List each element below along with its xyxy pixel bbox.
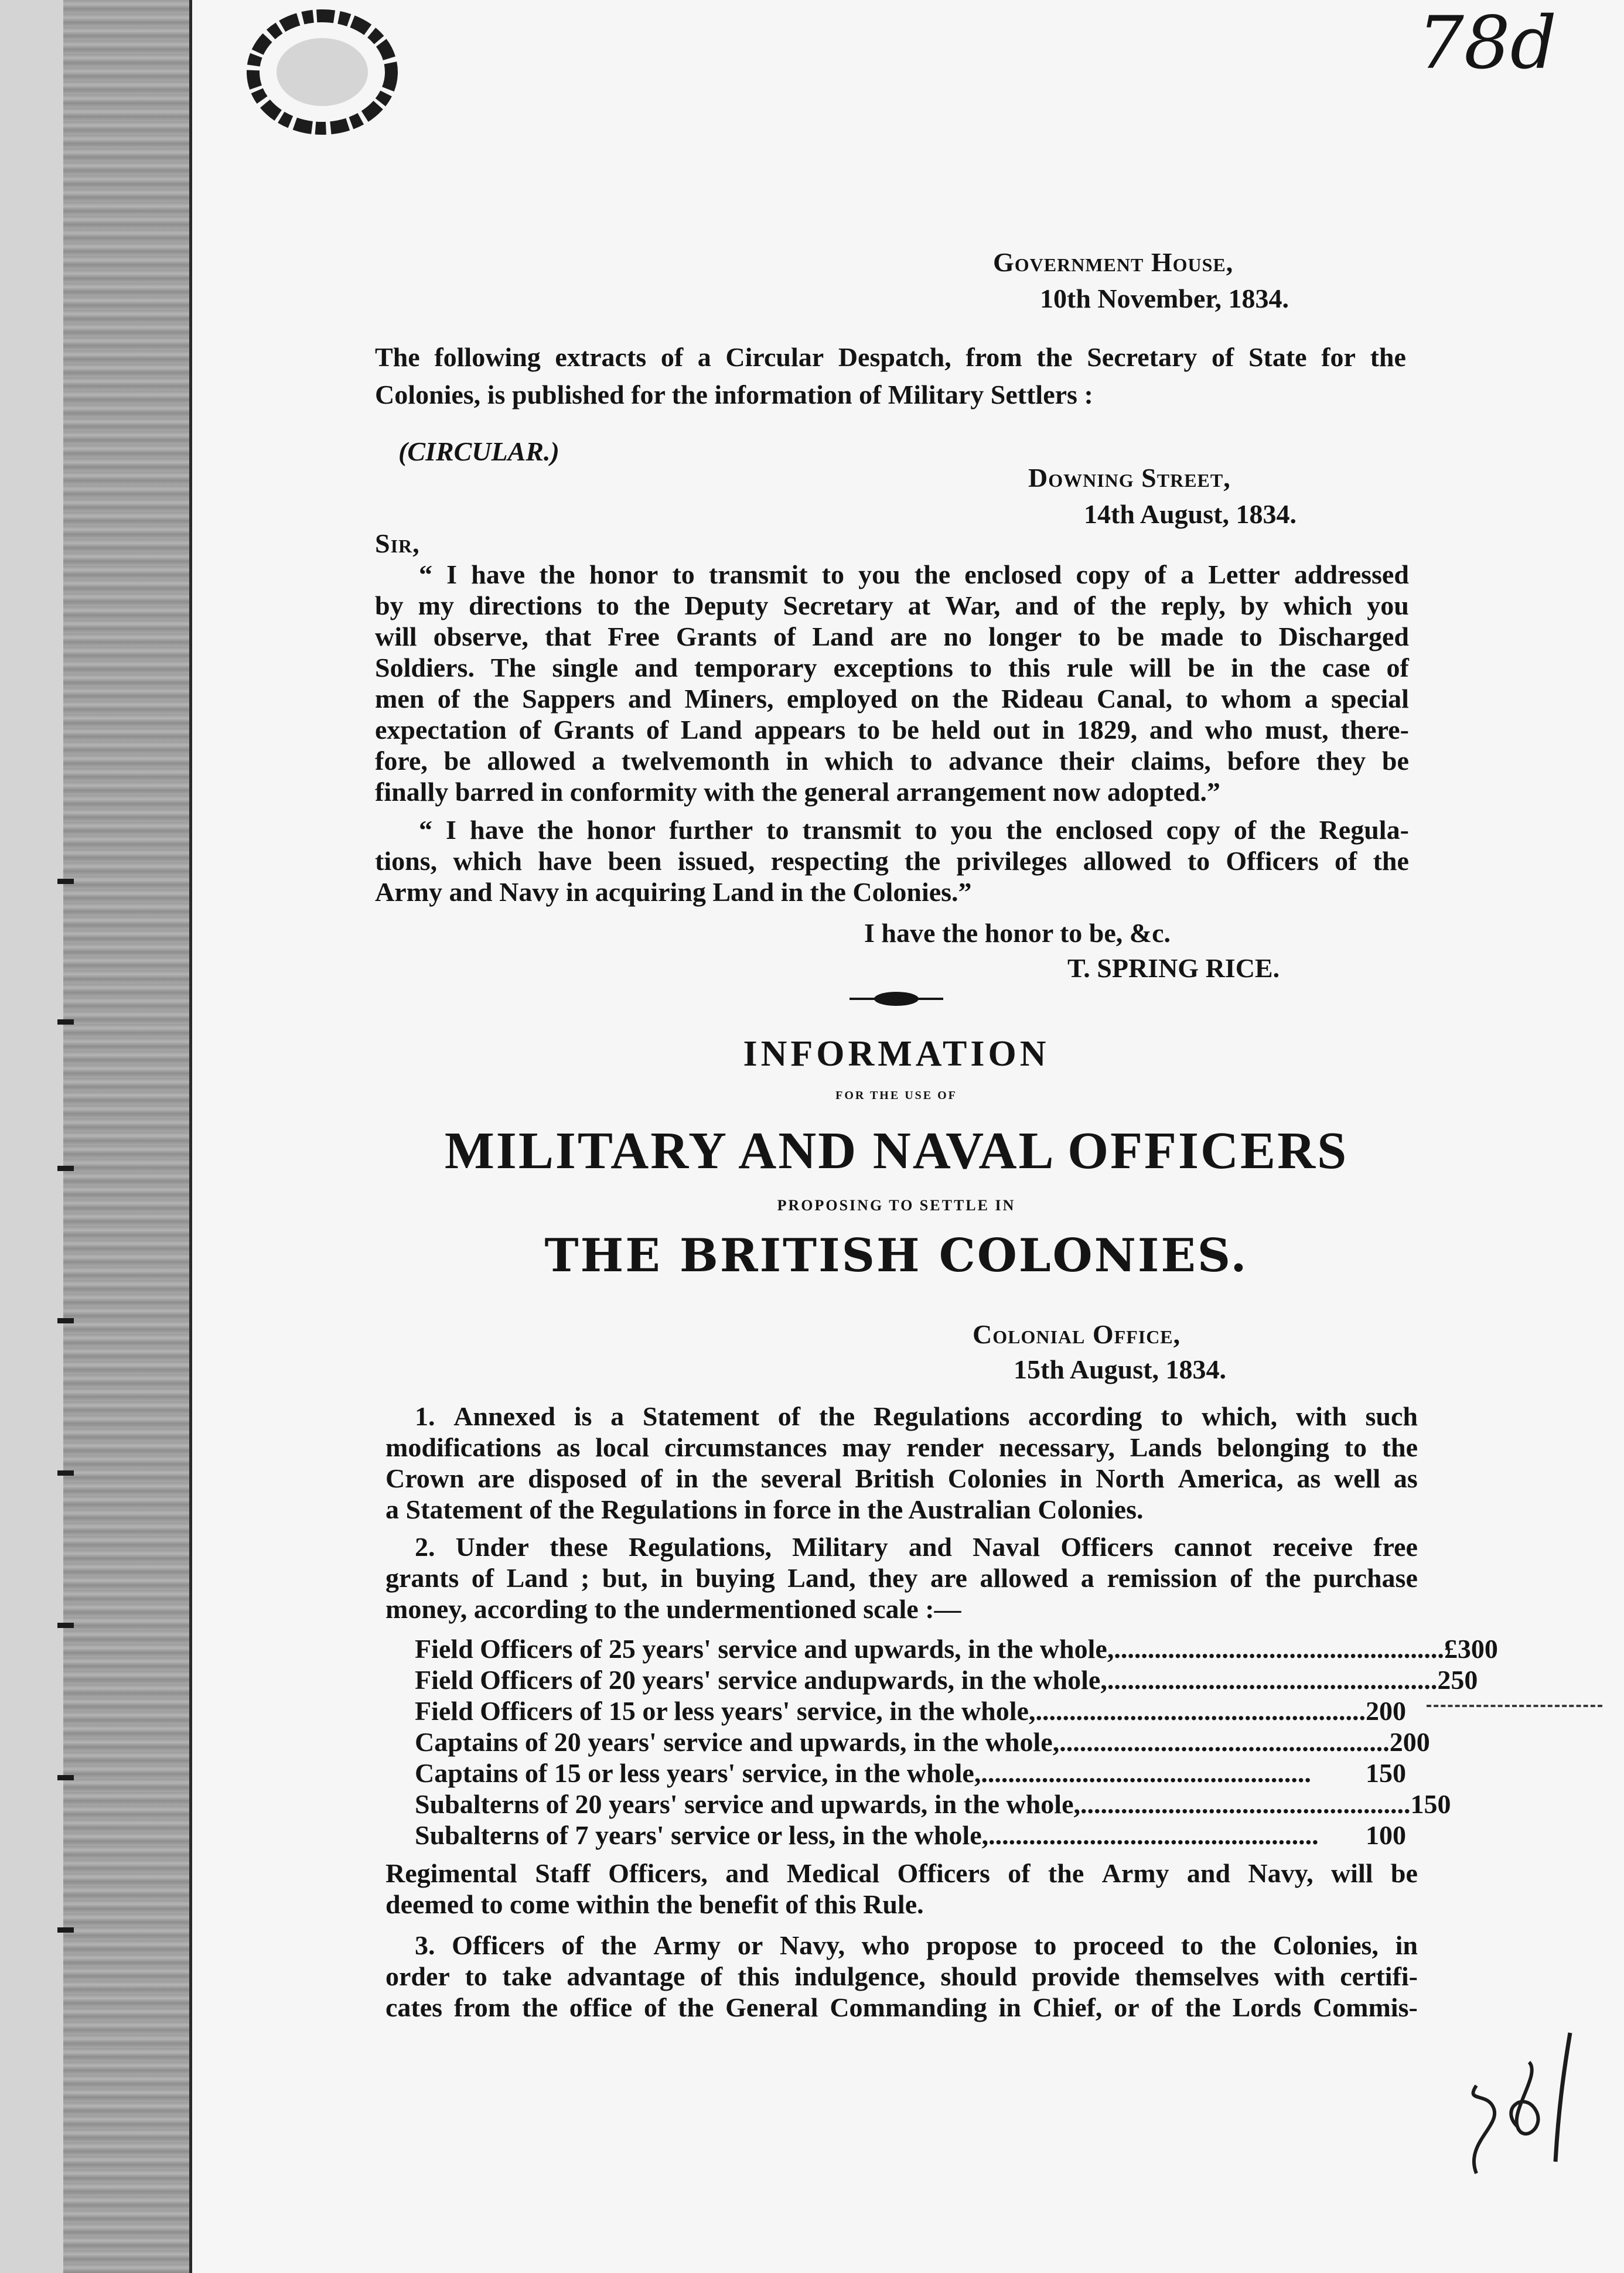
row-description: Field Officers of 25 years' service and upwards, in the whole,	[415, 1634, 1114, 1664]
text-line: grants of Land ; but, in buying Land, they are allowed a remission of the purchase	[385, 1563, 1418, 1593]
table-row	[415, 1789, 1451, 1819]
intro-line-2: Colonies, is published for the information of Military Settlers :	[375, 380, 1093, 409]
text-line: finally barred in conformity with the general arrangement now adopted.”	[375, 777, 1220, 807]
leader-dots: .................................................	[1059, 1727, 1390, 1757]
binding-edge	[0, 0, 63, 2273]
row-amount: £300	[1444, 1634, 1498, 1664]
title-proposing-to-settle: PROPOSING TO SETTLE IN	[777, 1197, 1016, 1214]
salutation: Sir,	[375, 528, 420, 558]
header-place: Government House,	[993, 247, 1234, 277]
office-date: 15th August, 1834.	[1014, 1354, 1226, 1384]
ornament-divider	[849, 990, 943, 1008]
row-description: Subalterns of 20 years' service and upwards, in the whole,	[415, 1789, 1080, 1819]
signature: T. SPRING RICE.	[1067, 953, 1280, 983]
ink-stamp	[247, 11, 397, 134]
pencil-mark	[1427, 1705, 1602, 1712]
header-date: 10th November, 1834.	[1040, 284, 1289, 313]
table-row	[415, 1634, 1498, 1664]
office-place: Colonial Office,	[973, 1319, 1181, 1349]
circular-place: Downing Street,	[1028, 463, 1231, 493]
text-line: 3. Officers of the Army or Navy, who propose to proceed to the Colonies, in	[415, 1930, 1418, 1960]
text-line: by my directions to the Deputy Secretary at War, and of the reply, by which you	[375, 591, 1409, 620]
text-line: expectation of Grants of Land appears to be held out in 1829, and who must, there-	[375, 715, 1409, 745]
leader-dots: .................................................	[1035, 1696, 1366, 1726]
row-description: Field Officers of 15 or less years' service, in the whole,	[415, 1696, 1036, 1726]
text-line: men of the Sappers and Miners, employed on the Rideau Canal, to whom a special	[375, 684, 1409, 714]
text-line: Soldiers. The single and temporary exceptions to this rule will be in the case of	[375, 653, 1409, 682]
text-line: 2. Under these Regulations, Military and Naval Officers cannot receive free	[415, 1532, 1418, 1562]
closing-line: I have the honor to be, &c.	[864, 918, 1171, 948]
title-british-colonies: THE BRITISH COLONIES.	[544, 1229, 1248, 1282]
text-line: Regimental Staff Officers, and Medical Officers of the Army and Navy, will be	[385, 1858, 1418, 1888]
leader-dots: .................................................	[988, 1820, 1319, 1850]
row-amount: 100	[1366, 1820, 1406, 1850]
text-line: money, according to the undermentioned scale :—	[385, 1594, 961, 1624]
text-line: order to take advantage of this indulgence, should provide themselves with certifi-	[385, 1961, 1418, 1991]
text-line: tions, which have been issued, respecting the privileges allowed to Officers of the	[375, 846, 1409, 876]
table-row	[415, 1760, 1406, 1787]
intro-line-1: The following extracts of a Circular Despatch, from the Secretary of State for the	[375, 342, 1406, 372]
leader-dots: .................................................	[1107, 1665, 1438, 1695]
leader-dots: .................................................	[1114, 1634, 1444, 1664]
text-line: Army and Navy in acquiring Land in the Colonies.”	[375, 877, 972, 907]
row-description: Subalterns of 7 years' service or less, in the whole,	[415, 1820, 989, 1850]
page-gutter	[63, 0, 192, 2273]
folio-number-bottom	[1453, 2009, 1594, 2185]
text-line: will observe, that Free Grants of Land are no longer to be made to Discharged	[375, 622, 1409, 651]
text-line: Crown are disposed of in the several British Colonies in North America, as well as	[385, 1463, 1418, 1493]
title-information: INFORMATION	[743, 1034, 1050, 1074]
text-line: fore, be allowed a twelvemonth in which to advance their claims, before they be	[375, 746, 1409, 776]
folio-number-top: 78d	[1418, 1, 1557, 86]
text-line: “ I have the honor further to transmit to you the enclosed copy of the Regula-	[419, 815, 1409, 845]
row-amount: 150	[1410, 1789, 1451, 1819]
title-military-naval-officers: MILITARY AND NAVAL OFFICERS	[444, 1122, 1349, 1180]
leader-dots: .................................................	[1080, 1789, 1411, 1819]
text-line: modifications as local circumstances may render necessary, Lands belonging to the	[385, 1432, 1418, 1462]
row-amount: 200	[1389, 1727, 1430, 1757]
row-amount: 200	[1366, 1696, 1406, 1726]
row-description: Field Officers of 20 years' service andupwards, in the whole,	[415, 1665, 1107, 1695]
title-for-the-use-of: FOR THE USE OF	[835, 1089, 957, 1102]
table-row	[415, 1822, 1406, 1849]
circular-label: (CIRCULAR.)	[398, 436, 559, 466]
text-line: 1. Annexed is a Statement of the Regulations according to which, with such	[415, 1401, 1418, 1431]
circular-date: 14th August, 1834.	[1084, 499, 1297, 529]
text-line: “ I have the honor to transmit to you the enclosed copy of a Letter addressed	[419, 559, 1409, 589]
row-amount: 150	[1366, 1758, 1406, 1788]
text-line: a Statement of the Regulations in force in the Australian Colonies.	[385, 1494, 1144, 1524]
table-row	[415, 1727, 1430, 1757]
row-amount: 250	[1437, 1665, 1478, 1695]
text-line: cates from the office of the General Commanding in Chief, or of the Lords Commis-	[385, 1992, 1418, 2022]
text-line: deemed to come within the benefit of this Rule.	[385, 1889, 924, 1919]
leader-dots: .................................................	[981, 1758, 1311, 1788]
row-description: Captains of 20 years' service and upwards, in the whole,	[415, 1727, 1060, 1757]
row-description: Captains of 15 or less years' service, in the whole,	[415, 1758, 981, 1788]
table-row	[415, 1665, 1478, 1695]
table-row	[415, 1698, 1406, 1725]
